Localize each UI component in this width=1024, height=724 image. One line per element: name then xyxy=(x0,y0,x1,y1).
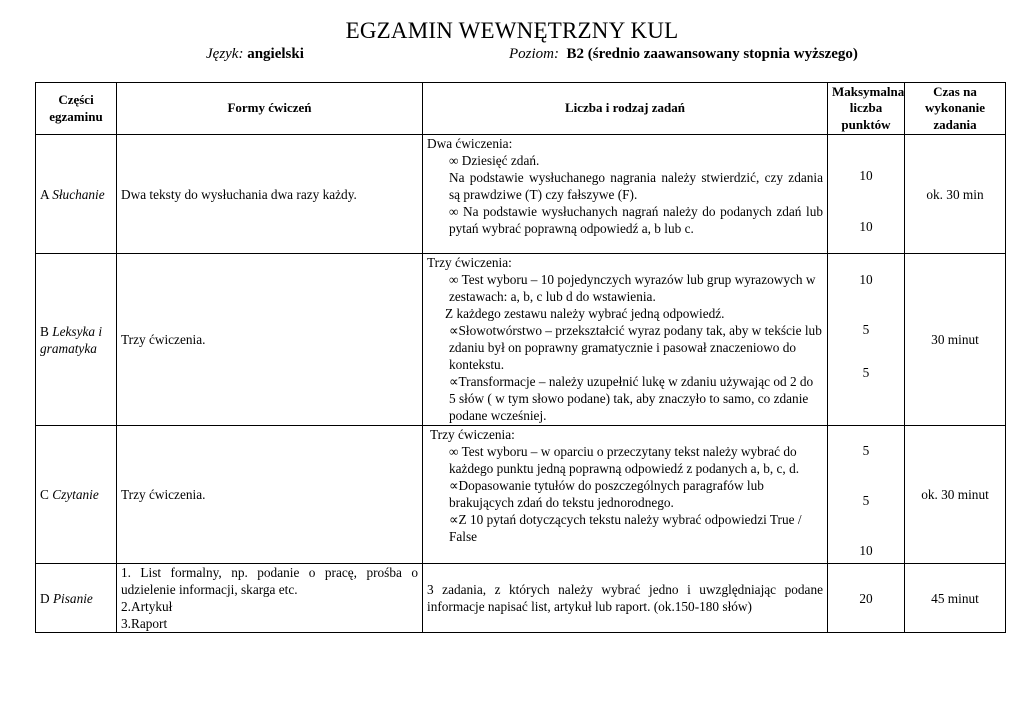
part-prefix: D xyxy=(40,590,50,606)
tasks-intro: Dwa ćwiczenia: xyxy=(427,136,513,151)
table-row xyxy=(36,426,1006,564)
language-label: Język: xyxy=(206,46,244,62)
part-name: Czytanie xyxy=(52,487,99,502)
task-line: ∞ Na podstawie wysłuchanych nagrań należy do podanych zdań lub pytań wybrać poprawną odpowiedź a, b lub c. xyxy=(449,204,823,236)
part-prefix: A xyxy=(40,186,49,202)
tasks-cell xyxy=(423,135,828,254)
part-cell xyxy=(36,564,117,633)
task-line: ∝Dopasowanie tytułów do poszczególnych paragrafów lub brakujących zdań do tekstu jednorodnego. xyxy=(449,478,764,510)
points-cell: 20 xyxy=(828,564,905,633)
points-value: 10 xyxy=(859,543,873,558)
header-time: Czas na wykonanie zadania xyxy=(905,83,1006,135)
task-line: Z każdego zestawu należy wybrać jedną odpowiedź. xyxy=(445,306,725,321)
part-cell xyxy=(36,426,117,564)
points-value: 10 xyxy=(859,219,873,234)
task-line: ∝Z 10 pytań dotyczących tekstu należy wybrać odpowiedzi True / False xyxy=(449,512,802,544)
task-line: ∞ Dziesięć zdań. xyxy=(449,153,540,168)
part-name: Słuchanie xyxy=(52,186,105,202)
tasks-cell: 3 zadania, z których należy wybrać jedno i uwzględniając podane informacje napisać list, artykuł lub raport. (ok.150-180 słów) xyxy=(423,564,828,633)
table-header-row xyxy=(36,83,1006,135)
part-prefix: C xyxy=(40,487,49,502)
part-cell xyxy=(36,254,117,426)
exam-structure-table xyxy=(35,82,1006,633)
points-value: 5 xyxy=(862,365,870,380)
points-cell xyxy=(828,135,905,254)
points-value: 5 xyxy=(862,493,870,508)
form-line: 2.Artykuł xyxy=(121,599,173,614)
form-line: 3.Raport xyxy=(121,616,168,631)
points-value: 10 xyxy=(859,168,873,183)
language-value: angielski xyxy=(247,46,304,62)
tasks-intro: Trzy ćwiczenia: xyxy=(427,255,512,270)
task-line: ∞ Test wyboru – w oparciu o przeczytany tekst należy wybrać do każdego punktu jedną poprawną odpowiedź z podanych a, b, c, d. xyxy=(449,444,800,476)
part-cell xyxy=(36,135,117,254)
task-line: ∝Słowotwórstwo – przekształcić wyraz podany tak, aby w tekście lub zdaniu był on poprawny gramatycznie i pasował znaczeniowo do kontekstu. xyxy=(449,323,822,372)
language-line xyxy=(206,46,304,63)
table-row xyxy=(36,254,1006,426)
level-line xyxy=(509,46,858,63)
header-forms: Formy ćwiczeń xyxy=(117,83,423,135)
header-parts: Części egzaminu xyxy=(36,83,117,135)
points-value: 5 xyxy=(862,322,870,337)
tasks-cell xyxy=(423,426,828,564)
form-cell: Trzy ćwiczenia. xyxy=(117,426,423,564)
time-cell: 45 minut xyxy=(905,564,1006,633)
points-cell xyxy=(828,426,905,564)
tasks-intro: Trzy ćwiczenia: xyxy=(430,427,515,442)
level-value: B2 (średnio zaawansowany stopnia wyższego) xyxy=(566,46,858,62)
part-prefix: B xyxy=(40,323,49,339)
form-cell: Trzy ćwiczenia. xyxy=(117,254,423,426)
task-line: ∝Transformacje – należy uzupełnić lukę w zdaniu używając od 2 do 5 słów ( w tym słowo podane) tak, aby znaczyło to samo, co zdanie podane wcześniej. xyxy=(449,374,814,423)
table-row xyxy=(36,564,1006,633)
part-name: Pisanie xyxy=(52,590,93,606)
tasks-cell xyxy=(423,254,828,426)
time-cell: ok. 30 min xyxy=(905,135,1006,254)
time-cell: ok. 30 minut xyxy=(905,426,1006,564)
form-line: 1. List formalny, np. podanie o pracę, prośba o udzielenie informacji, skarga etc. xyxy=(121,565,418,597)
points-value: 5 xyxy=(862,443,870,458)
header-tasks: Liczba i rodzaj zadań xyxy=(423,83,828,135)
page-title: EGZAMIN WEWNĘTRZNY KUL xyxy=(345,18,679,43)
task-line: Na podstawie wysłuchanego nagrania należy stwierdzić, czy zdania są prawdziwe (T) czy fałszywe (F). xyxy=(449,170,823,202)
part-name: Leksyka i gramatyka xyxy=(40,323,103,356)
header-max-points: Maksymalna liczba punktów xyxy=(828,83,905,135)
form-cell xyxy=(117,564,423,633)
points-cell xyxy=(828,254,905,426)
time-cell: 30 minut xyxy=(905,254,1006,426)
table-row xyxy=(36,135,1006,254)
task-line: ∞ Test wyboru – 10 pojedynczych wyrazów lub grup wyrazowych w zestawach: a, b, c lub d do wstawienia. xyxy=(449,272,816,304)
form-cell: Dwa teksty do wysłuchania dwa razy każdy. xyxy=(117,135,423,254)
level-label: Poziom: xyxy=(509,46,559,62)
points-value: 10 xyxy=(859,272,873,287)
